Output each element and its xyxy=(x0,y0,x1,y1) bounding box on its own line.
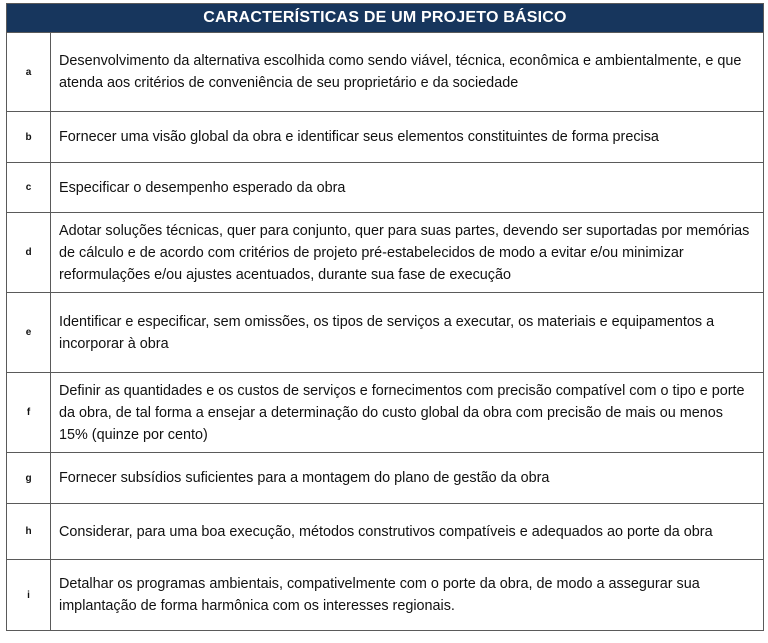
row-letter: b xyxy=(7,112,51,162)
row-letter: e xyxy=(7,293,51,372)
characteristics-table xyxy=(6,3,764,631)
row-text: Desenvolvimento da alternativa escolhida como sendo viável, técnica, econômica e ambientalmente, e que atenda aos critérios de conveniência de seu proprietário e da sociedade xyxy=(59,53,742,91)
table-row xyxy=(7,292,763,372)
row-letter: i xyxy=(7,560,51,630)
row-text: Identificar e especificar, sem omissões, os tipos de serviços a executar, os materiais e equipamentos a incorporar à obra xyxy=(59,313,715,352)
row-text: Definir as quantidades e os custos de serviços e fornecimentos com precisão compatível com o tipo e porte da obra, de tal forma a ensejar a determinação do custo global da obra com precisão de mais ou menos 15% (quinze por cento) xyxy=(59,382,745,443)
row-letter: c xyxy=(7,163,51,212)
table-body xyxy=(7,33,763,630)
row-text: Adotar soluções técnicas, quer para conjunto, quer para suas partes, devendo ser suportadas por memórias de cálculo e de acordo com critérios de projeto pré-estabelecidos de modo a evitar e/ou minimizar reformulações e/ou ajustes acentuados, durante sua fase de execução xyxy=(59,222,750,283)
table-row xyxy=(7,559,763,630)
row-text: Especificar o desempenho esperado da obra xyxy=(59,179,346,196)
row-letter: h xyxy=(7,504,51,559)
row-letter: g xyxy=(7,453,51,503)
table-row xyxy=(7,212,763,292)
row-text: Considerar, para uma boa execução, métodos construtivos compatíveis e adequados ao porte da obra xyxy=(59,523,713,540)
table-row xyxy=(7,503,763,559)
table-row xyxy=(7,452,763,503)
row-letter: f xyxy=(7,373,51,452)
table-row xyxy=(7,372,763,452)
table-row xyxy=(7,162,763,212)
table-row xyxy=(7,33,763,111)
row-text: Detalhar os programas ambientais, compativelmente com o porte da obra, de modo a assegurar sua implantação de forma harmônica com os interesses regionais. xyxy=(59,576,700,614)
table-row xyxy=(7,111,763,162)
table-title: CARACTERÍSTICAS DE UM PROJETO BÁSICO xyxy=(7,4,763,33)
row-text: Fornecer subsídios suficientes para a montagem do plano de gestão da obra xyxy=(59,470,550,486)
row-letter: d xyxy=(7,213,51,292)
row-letter: a xyxy=(7,33,51,111)
row-text: Fornecer uma visão global da obra e identificar seus elementos constituintes de forma precisa xyxy=(59,129,659,145)
